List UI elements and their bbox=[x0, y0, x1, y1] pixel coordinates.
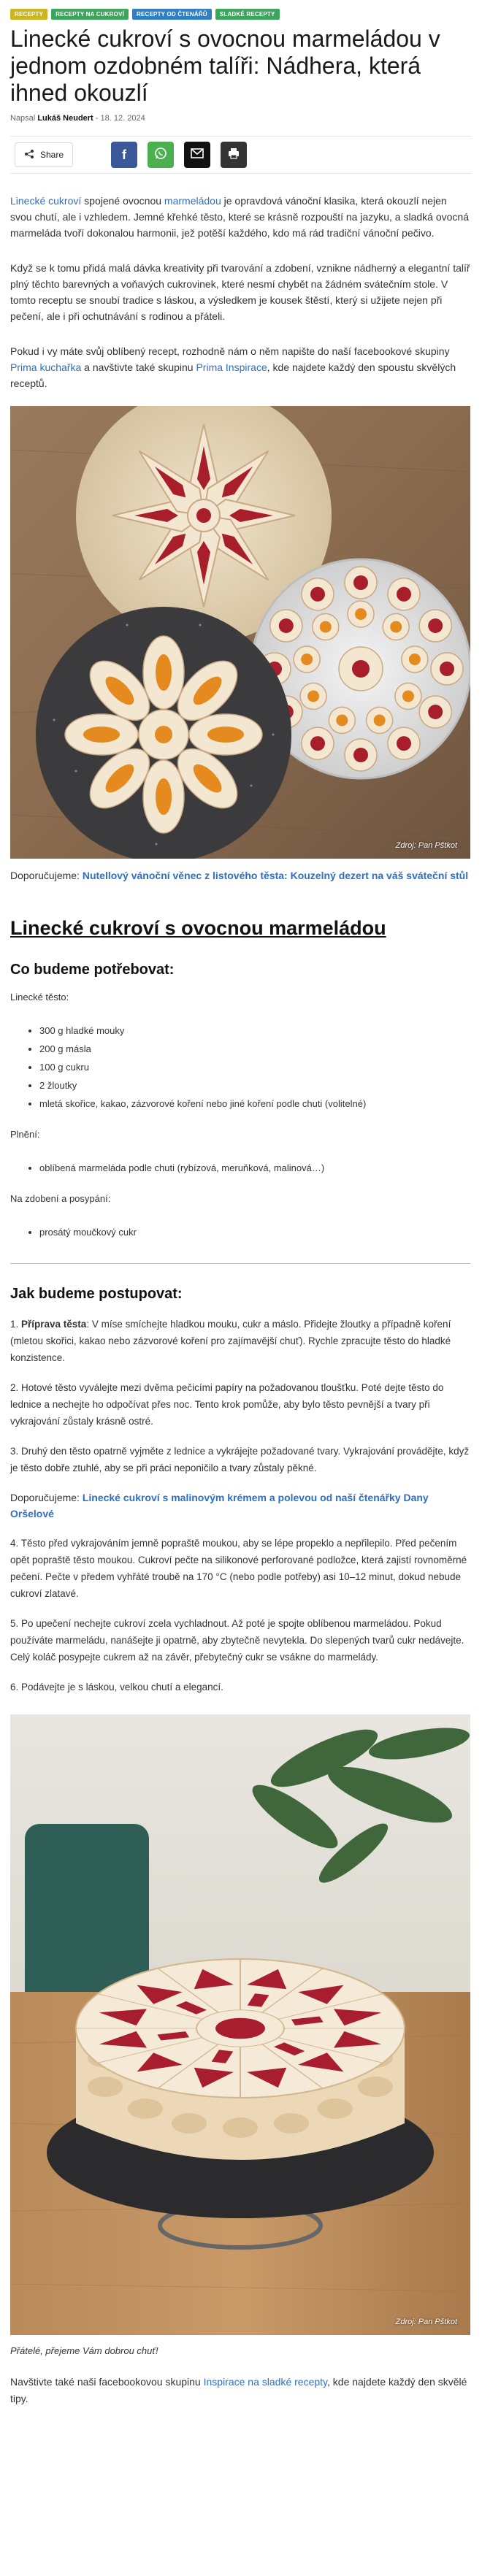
step-1: 1. Příprava těsta: V míse smíchejte hladkou mouku, cukr a máslo. Přidejte žloutky a případně koření (mletou skořici, kakao nebo zázvorové koření pro zajímavější chuť). Rychle zpracujte těsto do hladké konzistence. bbox=[10, 1319, 451, 1363]
filling-label: Plnění: bbox=[10, 1129, 40, 1140]
article-title: Linecké cukroví s ovocnou marmeládou v jednom ozdobném talíři: Nádhera, která ihned okouzlí bbox=[10, 26, 440, 106]
category-tags bbox=[10, 0, 472, 20]
print-icon bbox=[227, 147, 240, 164]
facebook-icon: f bbox=[122, 147, 127, 162]
tag-sladke-recepty[interactable]: SLADKÉ RECEPTY bbox=[215, 9, 280, 20]
dough-ingredients-list bbox=[10, 1021, 472, 1113]
step-2: 2. Hotové těsto vyválejte mezi dvěma pečicími papíry na požadovanou tloušťku. Poté dejte těsto do lednice a nechejte ho odpočívat přes noc. Tento krok pomůže, aby bylo těsto pevnější a tvary při vykrajování zůstaly krásně ostré. bbox=[10, 1382, 444, 1427]
email-icon bbox=[191, 148, 204, 162]
intro-paragraph-2: Když se k tomu přidá malá dávka kreativity při tvarování a zdobení, vznikne nádherný a elegantní talíř plný těchto barevných a voňavých cukrovinek, které nesmí chybět na žádném svátečním stole. V tomto receptu se snoubí tradice s láskou, a výsledkem je kousek štěstí, který si užijete nejen při pečení, ale i při ochutnávání s rodinou a přáteli. bbox=[10, 262, 470, 322]
prima-inspirace-link[interactable]: Prima Inspirace bbox=[196, 361, 267, 373]
cookie-platters-illustration bbox=[10, 406, 470, 859]
step-3: 3. Druhý den těsto opatrně vyjměte z lednice a vykrájejte požadované tvary. Vykrajování provádějte, když je těsto dobře ztuhlé, aby se při práci neponičilo a tvary zůstaly pěkné. bbox=[10, 1446, 470, 1473]
whatsapp-icon bbox=[154, 147, 167, 164]
recommendation-2: Doporučujeme: Linecké cukroví s malinovým krémem a polevou od naší čtenářky Dany Oršelové bbox=[10, 1492, 429, 1519]
marmelada-link[interactable]: marmeládou bbox=[164, 195, 221, 207]
list-item: • prosátý moučkový cukr bbox=[39, 1223, 472, 1241]
inspirace-sladke-recepty-link[interactable]: Inspirace na sladké recepty bbox=[203, 2376, 327, 2388]
byline: Napsal Lukáš Neudert - 18. 12. 2024 bbox=[10, 114, 145, 123]
flower-cookie-plate bbox=[36, 607, 291, 859]
recommendation-1: Doporučujeme: Nutellový vánoční věnec z listového těsta: Kouzelný dezert na váš sváteční stůl bbox=[10, 870, 469, 881]
whatsapp-share-button[interactable] bbox=[148, 142, 174, 168]
list-item: • oblíbená marmeláda podle chuti (rybízová, meruňková, malinová…) bbox=[39, 1159, 472, 1177]
decor-label: Na zdobení a posypání: bbox=[10, 1193, 111, 1204]
share-button[interactable] bbox=[15, 142, 73, 167]
recipe-title: Linecké cukroví s ovocnou marmeládou bbox=[10, 917, 386, 939]
list-item: • 2 žloutky bbox=[39, 1076, 472, 1095]
tag-recepty-od-ctenaru[interactable]: RECEPTY OD ČTENÁŘŮ bbox=[132, 9, 212, 20]
print-button[interactable] bbox=[221, 142, 247, 168]
cake-plate-photo bbox=[10, 1714, 470, 2335]
list-item: • 300 g hladké mouky bbox=[39, 1021, 472, 1040]
share-icon bbox=[24, 149, 34, 161]
ingredients-heading: Co budeme potřebovat: bbox=[10, 962, 175, 978]
prima-kucharka-link[interactable]: Prima kuchařka bbox=[10, 361, 82, 373]
list-item: • 100 g cukru bbox=[39, 1058, 472, 1076]
intro-paragraph-3: Pokud i vy máte svůj oblíbený recept, rozhodně nám o něm napište do naší facebookové skupiny Prima kuchařka a navštivte také skupinu Prima Inspirace, kde najdete každý den spoustu skvělých receptů. bbox=[10, 345, 456, 389]
author-prefix: Napsal bbox=[10, 114, 36, 123]
photo-caption: Přátelé, přejeme Vám dobrou chuť! bbox=[10, 2345, 158, 2356]
list-item: • mletá skořice, kakao, zázvorové koření nebo jiné koření podle chuti (volitelné) bbox=[39, 1095, 472, 1113]
outro-paragraph: Navštivte také naši facebookovou skupinu Inspirace na sladké recepty, kde najdete každý den skvělé tipy. bbox=[10, 2376, 467, 2404]
tag-recepty-na-cukrovi[interactable]: RECEPTY NA CUKROVÍ bbox=[51, 9, 129, 20]
photo-credit: Zdroj: Pan Pštkot bbox=[395, 841, 457, 850]
intro-paragraph-1: Linecké cukroví spojené ovocnou marmeládou je opravdová vánoční klasika, která okouzlí nejen svou chutí, ale i vzhledem. Jemné křehké těsto, které se krásně rozpouští na jazyku, a sladká ovocná marmeláda tvoří dokonalou harmonii, jež potěší každého, kdo má rád tradiční vánoční pečivo. bbox=[10, 195, 469, 239]
step-4: 4. Těsto před vykrajováním jemně popraště moukou, aby se lépe propeklo a nepřilepilo. Před pečením opět popraště těsto moukou. Cukroví pečte na silikonové perforované podložce, která zajistí rovnoměrné pečení. Pečte v předem vyhřáté troubě na 170 °C (nebo podle potřeby) asi 10–12 minut, dokud nebude cukroví zlatavé. bbox=[10, 1538, 467, 1599]
linecke-cukrovi-link[interactable]: Linecké cukroví bbox=[10, 195, 82, 207]
recommended-article-link[interactable]: Nutellový vánoční věnec z listového těsta: Kouzelný dezert na váš sváteční stůl bbox=[82, 870, 469, 881]
tag-recepty[interactable]: RECEPTY bbox=[10, 9, 47, 20]
photo-credit: Zdroj: Pan Pštkot bbox=[395, 2318, 457, 2326]
step-6: 6. Podávejte je s láskou, velkou chutí a elegancí. bbox=[10, 1682, 223, 1693]
step-5: 5. Po upečení nechejte cukroví zcela vychladnout. Až poté je spojte oblíbenou marmeládou. Pokud používáte marmeládu, nanášejte ji opatrně, aby zbytečně nevytekla. Do slepených tvarů cukr nedávejte. Celý koláč posypejte cukrem až na závěr, přebytečný cukr se vsákne do marmelády. bbox=[10, 1618, 464, 1663]
share-bar bbox=[10, 136, 472, 174]
facebook-share-button[interactable] bbox=[111, 142, 137, 168]
filling-list bbox=[10, 1159, 472, 1177]
cookie-platters-photo bbox=[10, 406, 470, 859]
share-label: Share bbox=[40, 150, 64, 160]
section-divider bbox=[10, 1263, 470, 1264]
dough-label: Linecké těsto: bbox=[10, 992, 69, 1003]
cookie-cake-illustration bbox=[10, 1714, 470, 2335]
recommended-recipe-link[interactable]: Linecké cukroví s malinovým krémem a polevou od naší čtenářky Dany Oršelové bbox=[10, 1492, 429, 1519]
author-name[interactable]: Lukáš Neudert bbox=[37, 114, 93, 123]
decor-list bbox=[10, 1223, 472, 1241]
steps-heading: Jak budeme postupovat: bbox=[10, 1286, 183, 1302]
list-item: • 200 g másla bbox=[39, 1040, 472, 1058]
email-share-button[interactable] bbox=[184, 142, 210, 168]
publish-date: 18. 12. 2024 bbox=[100, 114, 145, 123]
